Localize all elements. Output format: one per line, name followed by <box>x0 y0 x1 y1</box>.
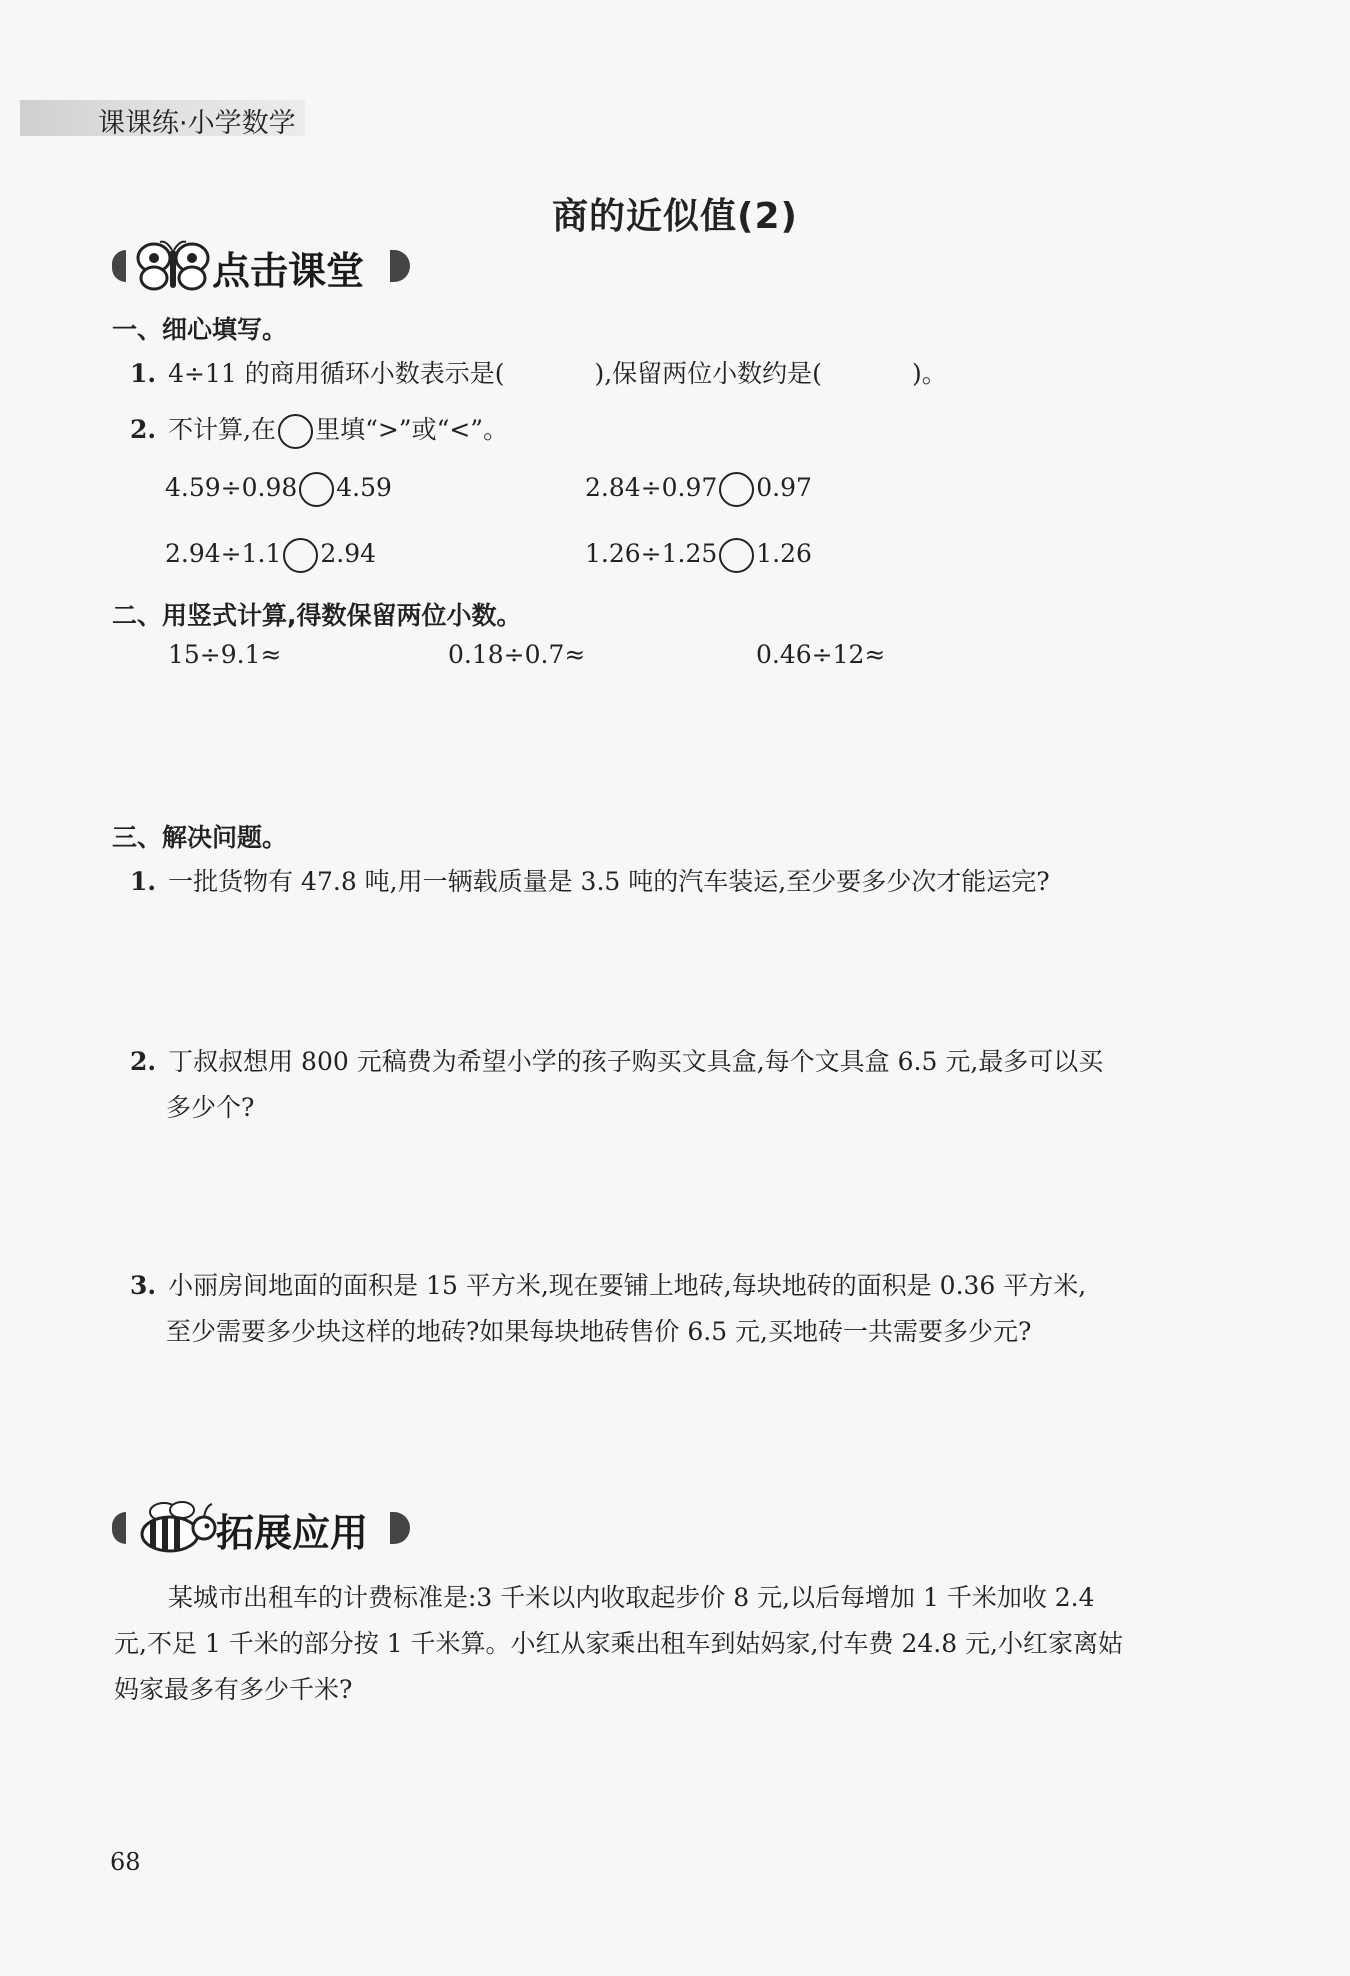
circle-symbol <box>278 414 313 449</box>
compare-right: 4.59 <box>336 473 392 502</box>
banner-cap-left <box>112 250 126 282</box>
compare-item <box>585 538 812 573</box>
compare-right: 2.94 <box>320 539 377 568</box>
section-heading-compute: 二、用竖式计算,得数保留两位小数。 <box>112 601 522 630</box>
extension-line: 妈家最多有多少千米? <box>114 1675 353 1704</box>
problem-line: 一批货物有 47.8 吨,用一辆载质量是 3.5 吨的汽车装运,至少要多少次才能运完? <box>168 867 1050 896</box>
section-banner-classroom <box>112 238 412 294</box>
section-banner-extension <box>112 1500 412 1556</box>
extension-line: 某城市出租车的计费标准是:3 千米以内收取起步价 8 元,以后每增加 1 千米加收 2.4 <box>168 1583 1095 1612</box>
compute-item: 0.46÷12≈ <box>756 640 886 669</box>
extension-line: 元,不足 1 千米的部分按 1 千米算。小红从家乘出租车到姑妈家,付车费 24.8 元,小红家离姑 <box>114 1629 1123 1658</box>
compare-left: 4.59÷0.98 <box>165 473 298 502</box>
problem-2 <box>130 1042 1103 1078</box>
banner-cap-right <box>390 250 410 282</box>
compare-circle[interactable] <box>299 472 334 507</box>
question-text-a: 不计算,在 <box>168 415 277 444</box>
banner-cap-left <box>112 1512 126 1544</box>
page-number: 68 <box>110 1848 141 1876</box>
butterfly-icon <box>132 238 218 294</box>
book-title: 课课练·小学数学 <box>98 108 296 139</box>
lesson-title: 商的近似值(2) <box>552 196 798 237</box>
question-number: 1. <box>130 359 157 388</box>
compare-left: 1.26÷1.25 <box>585 539 718 568</box>
question-2 <box>130 410 508 449</box>
question-1 <box>130 354 947 390</box>
banner-cap-right <box>390 1512 410 1544</box>
banner-label: 拓展应用 <box>216 1511 369 1555</box>
compare-item <box>585 472 812 507</box>
problem-line: 小丽房间地面的面积是 15 平方米,现在要铺上地砖,每块地砖的面积是 0.36 平方米, <box>168 1271 1087 1300</box>
section-heading-problems: 三、解决问题。 <box>112 823 288 852</box>
question-text-c: )。 <box>911 359 947 388</box>
compare-right: 0.97 <box>756 473 812 502</box>
compare-left: 2.84÷0.97 <box>585 473 718 502</box>
question-number: 2. <box>130 1047 157 1076</box>
compare-circle[interactable] <box>283 538 318 573</box>
question-number: 1. <box>130 867 157 896</box>
problem-3 <box>130 1266 1086 1302</box>
problem-line: 至少需要多少块这样的地砖?如果每块地砖售价 6.5 元,买地砖一共需要多少元? <box>166 1317 1032 1346</box>
compare-circle[interactable] <box>719 472 754 507</box>
compare-right: 1.26 <box>756 539 812 568</box>
bee-icon <box>134 1500 220 1556</box>
section-heading-fill: 一、细心填写。 <box>112 315 288 344</box>
problem-line: 多少个? <box>166 1093 255 1122</box>
problem-1 <box>130 862 1050 898</box>
question-text-b: 里填“>”或“<”。 <box>315 415 509 444</box>
question-number: 2. <box>130 415 157 444</box>
question-number: 3. <box>130 1271 157 1300</box>
compare-item <box>165 472 392 507</box>
compare-circle[interactable] <box>719 538 754 573</box>
banner-label: 点击课堂 <box>212 249 365 293</box>
compare-item <box>165 538 376 573</box>
question-text-a: 4÷11 的商用循环小数表示是( <box>168 359 505 388</box>
compare-left: 2.94÷1.1 <box>165 539 282 568</box>
compute-item: 0.18÷0.7≈ <box>448 640 586 669</box>
compute-item: 15÷9.1≈ <box>168 640 282 669</box>
problem-line: 丁叔叔想用 800 元稿费为希望小学的孩子购买文具盒,每个文具盒 6.5 元,最多可以买 <box>168 1047 1104 1076</box>
question-text-b: ),保留两位小数约是( <box>594 359 822 388</box>
